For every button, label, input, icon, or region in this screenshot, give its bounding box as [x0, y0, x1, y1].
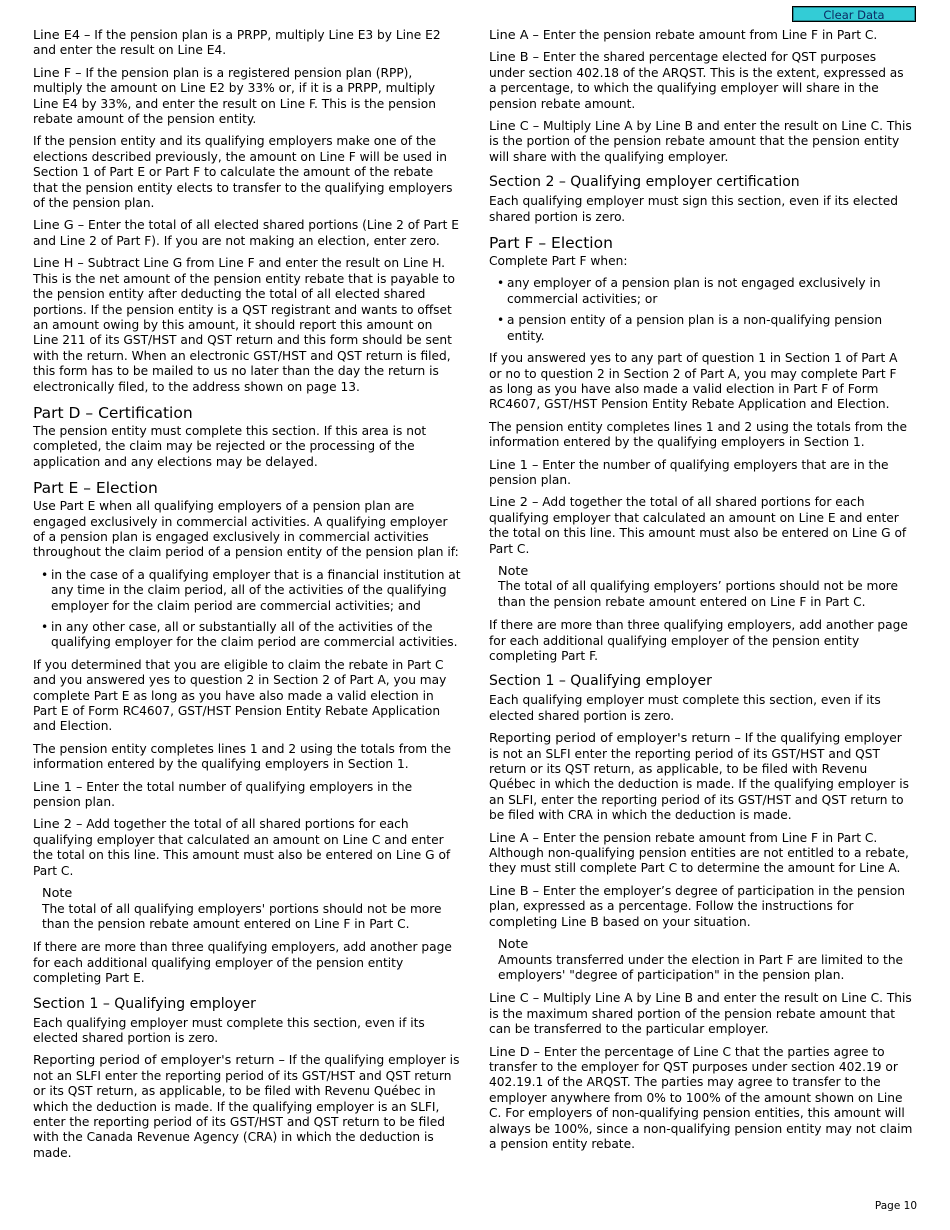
list-item: • a pension entity of a pension plan is a non-qualifying pension entity.: [499, 313, 913, 344]
part-f-heading: Part F – Election: [489, 234, 613, 253]
line-e4-text: Line E4 – If the pension plan is a PRPP, multiply Line E3 by Line E2 and enter the result on Line E4.: [33, 28, 441, 58]
note-text: Amounts transferred under the election in Part F are limited to the employers' "degree of participation" in the pension plan.: [498, 952, 904, 982]
list-item: • any employer of a pension plan is not engaged exclusively in commercial activities; or: [499, 276, 913, 307]
line-c-text: Line C – Multiply Line A by Line B and enter the result on Line C. This is the portion of the pension rebate amount that the pension entity will share with the qualifying employer.: [489, 119, 912, 164]
part-f-lines-intro: The pension entity completes lines 1 and 2 using the totals from the information entered by the qualifying employers in Section 1.: [489, 419, 907, 450]
reporting-period-text: Reporting period of employer's return – If the qualifying employer is not an SLFI enter the reporting period of its GST/HST and QST return or its QST return, as applicable, to be filed with Revenu Québec in which the deduction is made. If the qualifying employer is an SLFI, enter the reporting period of its GST/HST and QST return to be filed with the Canada Revenue Agency (CRA) in which the deduction is made.: [33, 1053, 460, 1160]
note-title: Note: [42, 886, 73, 902]
section-2-text: Each qualifying employer must sign this section, even if its elected shared portion is zero.: [489, 194, 898, 224]
line-g-text: Line G – Enter the total of all elected shared portions (Line 2 of Part E and Line 2 of Part F). If you are not making an election, enter zero.: [33, 218, 459, 248]
part-e-bullet-list: [33, 568, 461, 651]
note-title: Note: [498, 937, 529, 953]
note-title: Note: [498, 563, 529, 579]
part-f-eligibility: If you answered yes to any part of question 1 in Section 1 of Part A or no to question 2 in Section 2 of Part A, you may complete Part F as long as you have also made a valid election in Part F of Form RC4607, GST/HST Pension Entity Rebate Application and Election.: [489, 351, 898, 412]
part-f-intro: Complete Part F when:: [489, 254, 628, 269]
line-2-text: Line 2 – Add together the total of all shared portions for each qualifying employer that calculated an amount on Line E and enter the total on this line. This amount must also be entered on Line G of Part C.: [489, 495, 907, 556]
note-box: [498, 937, 913, 983]
part-e-heading: Part E – Election: [33, 479, 158, 498]
section-1-text: Each qualifying employer must complete this section, even if its elected shared portion is zero.: [33, 1015, 425, 1045]
line-2-text: Line 2 – Add together the total of all shared portions for each qualifying employer that calculated an amount on Line C and enter the total on this line. This amount must also be entered on Line G of Part C.: [33, 817, 451, 878]
note-box: [498, 564, 913, 610]
right-column: [489, 28, 913, 1159]
line-f-text: Line F – If the pension plan is a registered pension plan (RPP), multiply the amount on Line E2 by 33% or, if it is a PRPP, multiply Line E4 by 33%, and enter the result on Line F. This is the pension rebate amount of the pension entity.: [33, 65, 436, 127]
note-box: [42, 886, 461, 932]
section-1-heading: Section 1 – Qualifying employer: [33, 995, 256, 1012]
reporting-period-text: Reporting period of employer's return – If the qualifying employer is not an SLFI enter the reporting period of its GST/HST and QST return or its QST return, as applicable, to be filed with Revenu Québec in which the deduction is made. If the qualifying employer is an SLFI, enter the reporting period of its GST/HST and QST return to be filed with CRA in which the deduction is made.: [489, 731, 910, 823]
line-a-text: Line A – Enter the pension rebate amount from Line F in Part C.: [489, 28, 878, 43]
line-a-text: Line A – Enter the pension rebate amount from Line F in Part C. Although non-qualifying pension entities are not entitled to a rebate, they must still complete Part C to determine the amount for Line A.: [489, 830, 909, 876]
left-column: [33, 28, 461, 1168]
line-d-text: Line D – Enter the percentage of Line C that the parties agree to transfer to the employer for QST purposes under section 402.19 or 402.19.1 of the ARQST. The parties may agree to transfer to the employer anywhere from 0% to 100% of the amount shown on Line C. For employers of non-qualifying pension entities, this amount will always be 100%, since a non-qualifying pension entity may not claim a pension entity rebate.: [489, 1044, 913, 1151]
line-h-text: Line H – Subtract Line G from Line F and enter the result on Line H. This is the net amount of the pension entity rebate that is payable to the pension entity after deducting the total of all elected shared portions. If the pension entity is a QST registrant and wants to offset an amount owing by this amount, it should report this amount on Line 211 of its GST/HST and QST return and this form should be sent with the return. When an electronic GST/HST and QST return is filed, this form has to be mailed to us no later than the day the return is electronically filed, to the address shown on page 13.: [33, 256, 455, 394]
part-d-heading: Part D – Certification: [33, 403, 193, 422]
election-paragraph: If the pension entity and its qualifying employers make one of the elections described previously, the amount on Line F will be used in Section 1 of Part E or Part F to calculate the amount of the rebate that the pension entity elects to transfer to the qualifying employers of the pension plan.: [33, 134, 453, 211]
part-e-eligibility: If you determined that you are eligible to claim the rebate in Part C and you answered yes to question 2 in Section 2 of Part A, you may complete Part E as long as you have also made a valid election in Part E of Form RC4607, GST/HST Pension Entity Rebate Application and Election.: [33, 657, 447, 734]
clear-data-button[interactable]: Clear Data: [792, 6, 916, 22]
section-1-heading: Section 1 – Qualifying employer: [489, 673, 712, 690]
note-text: The total of all qualifying employers’ portions should not be more than the pension rebate amount entered on Line F in Part C.: [498, 579, 899, 609]
part-d-text: The pension entity must complete this section. If this area is not completed, the claim may be rejected or the processing of the application and any elections may be delayed.: [33, 423, 427, 469]
list-item: • in any other case, all or substantially all of the activities of the qualifying employer for the claim period are commercial activities.: [43, 620, 461, 651]
part-e-lines-intro: The pension entity completes lines 1 and 2 using the totals from the information entered by the qualifying employers in Section 1.: [33, 741, 451, 772]
more-employers-text: If there are more than three qualifying employers, add another page for each additional qualifying employer of the pension entity completing Part E.: [33, 940, 452, 986]
section-2-heading: Section 2 – Qualifying employer certification: [489, 174, 800, 191]
note-text: The total of all qualifying employers' portions should not be more than the pension rebate amount entered on Line F in Part C.: [42, 901, 442, 931]
part-e-intro: Use Part E when all qualifying employers of a pension plan are engaged exclusively in commercial activities. A qualifying employer of a pension plan is engaged exclusively in commercial activities throughout the claim period of a pension entity of the pension plan if:: [33, 499, 459, 560]
line-c-text: Line C – Multiply Line A by Line B and enter the result on Line C. This is the maximum shared portion of the pension rebate amount that can be transferred to the particular employer.: [489, 991, 912, 1037]
part-f-bullet-list: [489, 276, 913, 344]
line-b-text: Line B – Enter the shared percentage elected for QST purposes under section 402.18 of the ARQST. This is the extent, expressed as a percentage, to which the qualifying employer will share in the pension rebate amount.: [489, 50, 904, 111]
section-1-text: Each qualifying employer must complete this section, even if its elected shared portion is zero.: [489, 693, 881, 723]
more-employers-text: If there are more than three qualifying employers, add another page for each additional qualifying employer of the pension entity completing Part F.: [489, 618, 908, 663]
line-1-text: Line 1 – Enter the total number of qualifying employers in the pension plan.: [33, 779, 413, 810]
line-b-text: Line B – Enter the employer’s degree of participation in the pension plan, expressed as a percentage. Follow the instructions for completing Line B based on your situation.: [489, 883, 905, 929]
page-number: Page 10: [874, 1200, 917, 1212]
list-item: • in the case of a qualifying employer that is a financial institution at any time in the claim period, all of the activities of the qualifying employer for the claim period are commercial activities; and: [43, 568, 461, 614]
line-1-text: Line 1 – Enter the number of qualifying employers that are in the pension plan.: [489, 457, 889, 487]
